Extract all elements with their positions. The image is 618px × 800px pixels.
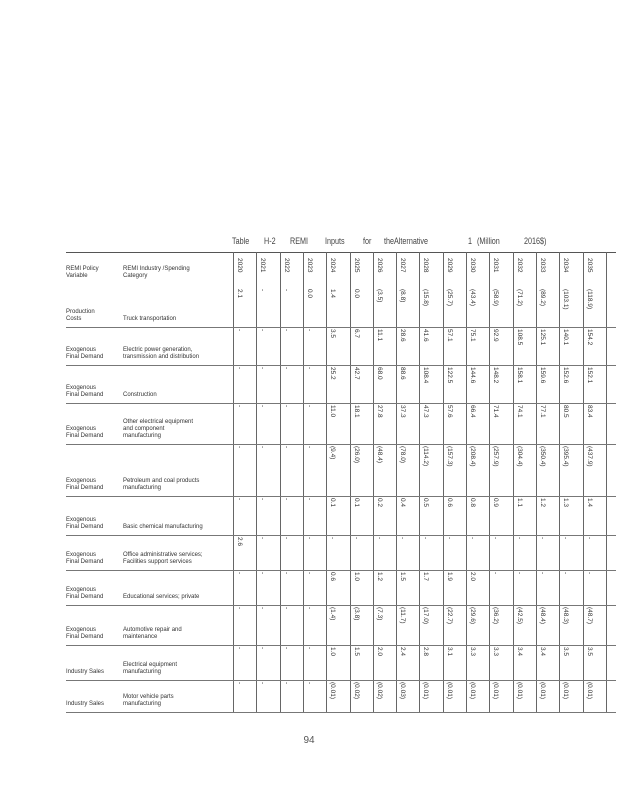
row-rule [66, 444, 616, 445]
caption-part: theAlternative [384, 236, 429, 246]
cell-value: 1.4 [329, 289, 337, 299]
cell-value: 0.6 [445, 498, 453, 508]
year-label: 2023 [305, 258, 313, 273]
label-line: Facilities support services [123, 559, 192, 565]
cell-value: (0.01) [445, 682, 453, 699]
label-line: manufacturing [123, 485, 162, 491]
cell-value: - [305, 367, 313, 370]
cell-value: 27.8 [375, 405, 383, 418]
cell-value: 0.6 [329, 572, 337, 582]
cell-value: 83.4 [585, 405, 593, 418]
label-line: Final Demand [66, 594, 104, 600]
cell-value: (48.7) [585, 607, 593, 624]
cell-value: 0.8 [469, 498, 476, 508]
cell-value: 66.4 [469, 405, 476, 418]
cell-value: 2.4 [399, 647, 407, 657]
value-cell [587, 682, 615, 716]
cell-value: - [236, 446, 243, 449]
cell-value: - [585, 537, 593, 540]
cell-value: - [259, 329, 267, 332]
header-policy-variable [66, 266, 99, 280]
label-line: Industry Sales [66, 701, 105, 707]
cell-value: - [282, 537, 290, 540]
label-line: Final Demand [66, 634, 104, 640]
cell-value: 0.4 [399, 498, 407, 508]
cell-value: 18.1 [352, 405, 360, 418]
cell-value: - [305, 329, 313, 332]
policy-variable-label [66, 669, 104, 676]
year-label: 2033 [538, 258, 546, 273]
cell-value: 71.4 [492, 405, 500, 418]
policy-variable-label [66, 309, 95, 323]
label-line: Final Demand [66, 485, 104, 491]
policy-variable-label [66, 701, 104, 708]
year-label: 2022 [282, 258, 290, 273]
cell-value: (58.9) [492, 289, 500, 306]
policy-variable-label [66, 587, 103, 601]
cell-value: - [259, 537, 267, 540]
policy-variable-label [66, 426, 103, 440]
cell-value: - [259, 498, 267, 501]
cell-value: 88.6 [399, 367, 407, 380]
value-cell [587, 537, 615, 571]
value-cell [587, 647, 615, 681]
cell-value: - [492, 572, 500, 575]
cell-value: (0.01) [492, 682, 500, 699]
year-label: 2024 [329, 258, 337, 273]
cell-value: (395.4) [562, 446, 570, 467]
cell-value: (257.9) [492, 446, 500, 467]
cell-value: - [259, 572, 267, 575]
table-caption [232, 236, 562, 250]
cell-value: 0.1 [329, 498, 337, 508]
cell-value: 125.1 [538, 329, 546, 346]
cell-value: 0.0 [352, 289, 360, 299]
cell-value: 1.2 [538, 498, 546, 508]
cell-value: 3.1 [445, 647, 453, 657]
cell-value: (3.5) [375, 289, 383, 303]
value-cell [587, 498, 615, 532]
cell-value: - [305, 607, 313, 610]
cell-value: 1.0 [329, 647, 337, 657]
cell-value: - [585, 572, 593, 575]
label-line: Construction [123, 392, 157, 398]
cell-value: 158.1 [515, 367, 523, 384]
cell-value: (208.4) [469, 446, 476, 467]
cell-value: 1.3 [562, 498, 570, 508]
cell-value: 140.1 [562, 329, 570, 346]
label-line: Final Demand [66, 559, 104, 565]
label-line: Automotive repair and [123, 627, 182, 633]
year-label: 2034 [562, 258, 570, 273]
cell-value: 144.6 [469, 367, 476, 384]
cell-value: (0.03) [399, 682, 407, 699]
cell-value: - [515, 537, 523, 540]
cell-value: 57.1 [445, 329, 453, 342]
cell-value: 75.1 [469, 329, 476, 342]
cell-value: - [259, 446, 267, 449]
cell-value: 0.0 [305, 289, 313, 299]
cell-value: (157.3) [445, 446, 453, 467]
cell-value: (11.7) [399, 607, 407, 624]
cell-value: 159.6 [538, 367, 546, 384]
cell-value: - [236, 607, 243, 610]
cell-value: 1.2 [375, 572, 383, 582]
policy-variable-label [66, 385, 103, 399]
caption-part: (Million [477, 236, 500, 246]
policy-variable-label [66, 627, 103, 641]
column-divider [233, 252, 234, 712]
row-rule [66, 365, 616, 366]
cell-value: - [259, 647, 267, 650]
cell-value: 3.4 [538, 647, 546, 657]
cell-value: (42.5) [515, 607, 523, 624]
cell-value: - [282, 289, 290, 292]
label-line: Motor vehicle parts [123, 694, 174, 700]
cell-value: 28.6 [399, 329, 407, 342]
cell-value: - [352, 537, 360, 540]
caption-part: Inputs [325, 236, 345, 246]
cell-value: - [538, 572, 546, 575]
cell-value: 2.0 [375, 647, 383, 657]
cell-value: 3.3 [469, 647, 476, 657]
industry-category-label [123, 392, 157, 399]
cell-value: (304.4) [515, 446, 523, 467]
cell-value: 152.1 [585, 367, 593, 384]
row-rule [66, 403, 616, 404]
header-industry-category [123, 266, 190, 280]
label-line: Petroleum and coal products [123, 478, 200, 484]
cell-value: 80.5 [562, 405, 570, 418]
cell-value: - [375, 537, 383, 540]
cell-value: 11.0 [329, 405, 337, 418]
label-line: Industry Sales [66, 669, 105, 675]
year-label: 2021 [259, 258, 267, 273]
cell-value: 0.5 [422, 498, 430, 508]
label-line: manufacturing [123, 701, 162, 707]
cell-value: 2.6 [236, 537, 243, 547]
cell-value: - [282, 607, 290, 610]
label-line: Other electrical equipment [123, 419, 194, 425]
cell-value: (22.7) [445, 607, 453, 624]
cell-value: (17.0) [422, 607, 430, 624]
year-label: 2025 [352, 258, 360, 273]
label-line: Exogenous [66, 552, 97, 558]
year-label: 2029 [445, 258, 453, 273]
year-label: 2035 [585, 258, 593, 273]
label-line: Exogenous [66, 426, 97, 432]
cell-value: 2.0 [469, 572, 476, 582]
cell-value: (103.1) [562, 289, 570, 310]
cell-value: - [305, 647, 313, 650]
cell-value: - [305, 446, 313, 449]
cell-value: 3.5 [562, 647, 570, 657]
cell-value: - [236, 647, 243, 650]
label-line: Final Demand [66, 354, 104, 360]
cell-value: (0.01) [329, 682, 337, 699]
header-top-rule [66, 252, 616, 253]
cell-value: (48.4) [375, 446, 383, 463]
cell-value: (0.01) [515, 682, 523, 699]
cell-value: - [562, 572, 570, 575]
label-line: Exogenous [66, 385, 97, 391]
cell-value: - [538, 537, 546, 540]
industry-category-label [123, 347, 199, 361]
cell-value: (78.0) [399, 446, 407, 463]
cell-value: 1.9 [445, 572, 453, 582]
cell-value: (29.6) [469, 607, 476, 624]
cell-value: (114.2) [422, 446, 430, 467]
cell-value: (7.3) [375, 607, 383, 621]
cell-value: - [305, 682, 313, 685]
page-number: 94 [303, 735, 315, 746]
cell-value: - [515, 572, 523, 575]
cell-value: (350.4) [538, 446, 546, 467]
label-line: manufacturing [123, 433, 162, 439]
industry-category-label [123, 316, 176, 323]
industry-category-label [123, 478, 199, 492]
value-cell [587, 607, 615, 641]
cell-value: 3.5 [585, 647, 593, 657]
cell-value: 0.2 [375, 498, 383, 508]
label-line: Educational services; private [123, 594, 200, 600]
label-line: Production [66, 309, 95, 315]
cell-value: 57.6 [445, 405, 453, 418]
year-label: 2026 [375, 258, 383, 273]
cell-value: 11.1 [375, 329, 383, 342]
cell-value: - [236, 572, 243, 575]
cell-value: (0.01) [538, 682, 546, 699]
cell-value: - [282, 446, 290, 449]
cell-value: - [562, 537, 570, 540]
cell-value: 108.4 [422, 367, 430, 384]
row-rule [66, 535, 616, 536]
cell-value: 154.2 [585, 329, 593, 346]
cell-value: 2.1 [236, 289, 243, 299]
cell-value: 1.4 [585, 498, 593, 508]
cell-value: (0.01) [585, 682, 593, 699]
label-line: Electrical equipment [123, 662, 178, 668]
year-label: 2028 [422, 258, 430, 273]
cell-value: - [305, 498, 313, 501]
value-cell [587, 446, 615, 480]
header-line: Category [123, 273, 148, 279]
value-cell [587, 405, 615, 439]
cell-value: (36.2) [492, 607, 500, 624]
cell-value: - [305, 405, 313, 408]
cell-value: - [282, 647, 290, 650]
label-line: maintenance [123, 634, 158, 640]
industry-category-label [123, 552, 203, 566]
cell-value: (15.8) [422, 289, 430, 306]
row-rule [66, 327, 616, 328]
cell-value: - [236, 367, 243, 370]
label-line: Exogenous [66, 478, 97, 484]
cell-value: 1.1 [515, 498, 523, 508]
cell-value: - [329, 537, 337, 540]
cell-value: 37.3 [399, 405, 407, 418]
caption-part: Table [232, 236, 250, 246]
cell-value: 68.0 [375, 367, 383, 380]
year-label: 2020 [236, 258, 243, 273]
year-label: 2032 [515, 258, 523, 273]
cell-value: - [282, 367, 290, 370]
caption-part: 1 [468, 236, 473, 246]
label-line: Exogenous [66, 517, 97, 523]
cell-value: - [282, 682, 290, 685]
cell-value: - [469, 537, 476, 540]
cell-value: 74.1 [515, 405, 523, 418]
cell-value: (8.8) [399, 289, 407, 303]
cell-value: 2.8 [422, 647, 430, 657]
industry-category-label [123, 594, 199, 601]
cell-value: - [305, 537, 313, 540]
cell-value: - [282, 329, 290, 332]
cell-value: (437.9) [585, 446, 593, 467]
cell-value: 0.9 [492, 498, 500, 508]
caption-part: H-2 [264, 236, 276, 246]
cell-value: 41.6 [422, 329, 430, 342]
policy-variable-label [66, 552, 103, 566]
year-label: 2031 [492, 258, 500, 273]
industry-category-label [123, 627, 182, 641]
cell-value: - [399, 537, 407, 540]
cell-value: (71.2) [515, 289, 523, 306]
cell-value: (48.3) [562, 607, 570, 624]
cell-value: 3.5 [329, 329, 337, 339]
cell-value: - [492, 537, 500, 540]
cell-value: (25.7) [445, 289, 453, 306]
cell-value: - [236, 498, 243, 501]
cell-value: 47.3 [422, 405, 430, 418]
header-line: REMI Industry /Spending [123, 266, 190, 272]
cell-value: 1.5 [352, 647, 360, 657]
label-line: and component [123, 426, 165, 432]
year-label: 2030 [469, 258, 476, 273]
cell-value: - [259, 289, 267, 292]
industry-category-label [123, 662, 177, 676]
label-line: Final Demand [66, 433, 104, 439]
label-line: Final Demand [66, 392, 104, 398]
industry-category-label [123, 524, 203, 531]
cell-value: - [422, 537, 430, 540]
label-line: Electric power generation, [123, 347, 193, 353]
cell-value: 92.9 [492, 329, 500, 342]
cell-value: (0.02) [352, 682, 360, 699]
value-cell [587, 329, 615, 363]
label-line: manufacturing [123, 669, 162, 675]
cell-value: 1.0 [352, 572, 360, 582]
cell-value: (0.01) [422, 682, 430, 699]
industry-category-label [123, 419, 193, 440]
label-line: Truck transportation [123, 316, 177, 322]
cell-value: (89.2) [538, 289, 546, 306]
cell-value: 1.5 [399, 572, 407, 582]
label-line: Final Demand [66, 524, 104, 530]
label-line: Exogenous [66, 347, 97, 353]
cell-value: - [259, 607, 267, 610]
cell-value: 42.7 [352, 367, 360, 380]
cell-value: 148.2 [492, 367, 500, 384]
policy-variable-label [66, 517, 103, 531]
year-label: 2027 [399, 258, 407, 273]
row-rule [66, 645, 616, 646]
policy-variable-label [66, 478, 103, 492]
label-line: Exogenous [66, 587, 97, 593]
label-line: Costs [66, 316, 82, 322]
row-rule [66, 496, 616, 497]
cell-value: - [236, 682, 243, 685]
cell-value: (1.4) [329, 607, 337, 621]
cell-value: - [259, 405, 267, 408]
caption-part: REMI [290, 236, 308, 246]
cell-value: (43.4) [469, 289, 476, 306]
cell-value: 1.7 [422, 572, 430, 582]
cell-value: 3.3 [492, 647, 500, 657]
cell-value: (0.01) [562, 682, 570, 699]
value-cell [587, 289, 615, 323]
cell-value: - [259, 367, 267, 370]
cell-value: (9.4) [329, 446, 337, 460]
label-line: transmission and distribution [123, 354, 200, 360]
policy-variable-label [66, 347, 103, 361]
caption-part: for [363, 236, 372, 246]
cell-value: (48.4) [538, 607, 546, 624]
caption-part: 2016$) [524, 236, 547, 246]
cell-value: (0.02) [375, 682, 383, 699]
year-header [587, 258, 615, 292]
header-line: REMI Policy [66, 266, 99, 272]
cell-value: 152.6 [562, 367, 570, 384]
label-line: Office administrative services; [123, 552, 203, 558]
cell-value: 6.7 [352, 329, 360, 339]
industry-category-label [123, 694, 174, 708]
cell-value: - [305, 572, 313, 575]
cell-value: - [282, 572, 290, 575]
cell-value: 0.1 [352, 498, 360, 508]
cell-value: - [445, 537, 453, 540]
cell-value: 3.4 [515, 647, 523, 657]
value-cell [587, 367, 615, 401]
cell-value: 25.2 [329, 367, 337, 380]
cell-value: - [236, 329, 243, 332]
cell-value: (118.9) [585, 289, 593, 310]
cell-value: - [236, 405, 243, 408]
cell-value: (0.01) [469, 682, 476, 699]
cell-value: (26.0) [352, 446, 360, 463]
cell-value: - [259, 682, 267, 685]
cell-value: - [282, 498, 290, 501]
label-line: Exogenous [66, 627, 97, 633]
cell-value: - [282, 405, 290, 408]
cell-value: (3.8) [352, 607, 360, 621]
cell-value: 77.1 [538, 405, 546, 418]
value-cell [587, 572, 615, 606]
cell-value: 108.5 [515, 329, 523, 346]
header-line: Variable [66, 273, 88, 279]
label-line: Basic chemical manufacturing [123, 524, 203, 530]
cell-value: 122.5 [445, 367, 453, 384]
